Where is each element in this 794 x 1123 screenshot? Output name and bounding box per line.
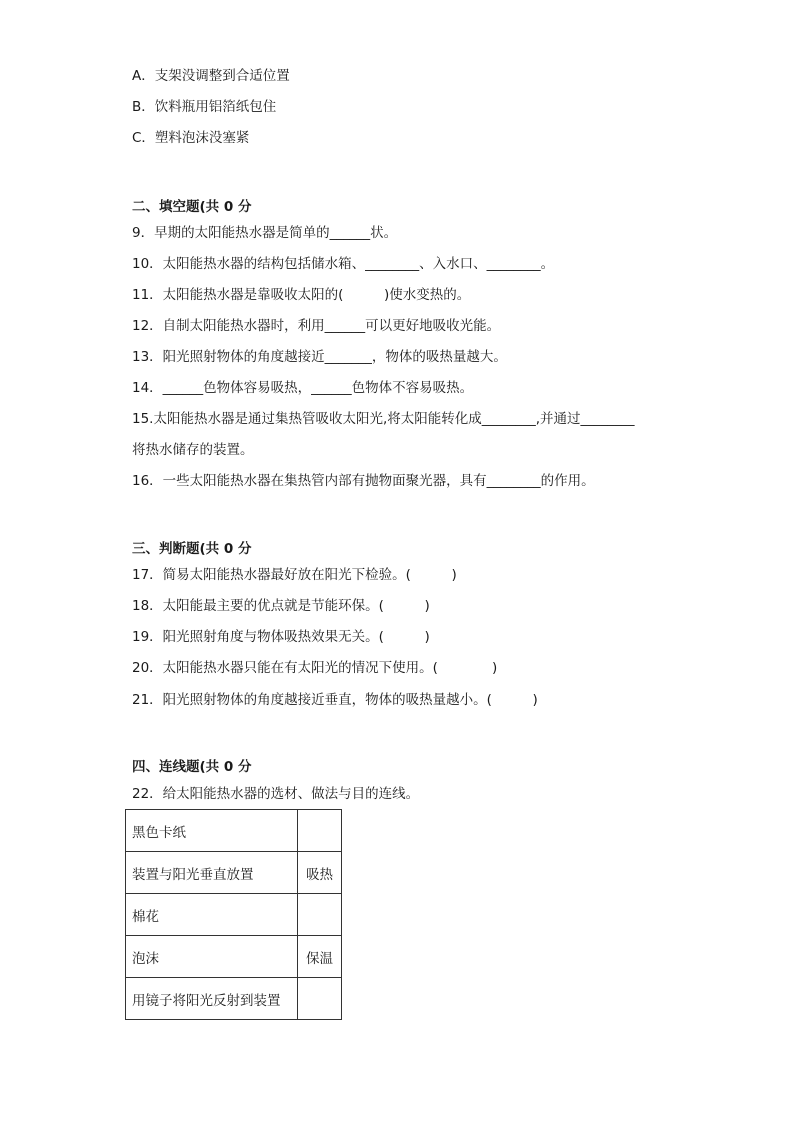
question-12: 12．自制太阳能热水器时，利用______可以更好地吸收光能。 (132, 318, 501, 334)
section-heading-judgment: 三、判断题(共 0 分 (132, 541, 252, 557)
question-14: 14．______色物体容易吸热，______色物体不容易吸热。 (132, 380, 474, 396)
question-18: 18．太阳能最主要的优点就是节能环保。( ) (132, 598, 430, 614)
table-row (126, 810, 342, 852)
matching-table (125, 809, 342, 1020)
question-19: 19．阳光照射角度与物体吸热效果无关。( ) (132, 629, 430, 645)
question-15-line-2: 将热水储存的装置。 (132, 442, 254, 458)
question-21: 21．阳光照射物体的角度越接近垂直，物体的吸热量越小。( ) (132, 692, 538, 708)
question-11: 11．太阳能热水器是靠吸收太阳的( )使水变热的。 (132, 287, 471, 303)
option-c: C．塑料泡沫没塞紧 (132, 130, 250, 146)
table-cell-item: 棉花 (126, 894, 298, 936)
table-cell-item: 泡沫 (126, 936, 298, 978)
table-row (126, 894, 342, 936)
option-a: A．支架没调整到合适位置 (132, 68, 290, 84)
table-cell-purpose: 吸热 (298, 852, 342, 894)
table-row (126, 978, 342, 1020)
section-heading-matching: 四、连线题(共 0 分 (132, 759, 252, 775)
question-13: 13．阳光照射物体的角度越接近_______，物体的吸热量越大。 (132, 349, 507, 365)
table-row (126, 852, 342, 894)
option-b: B．饮料瓶用铝箔纸包住 (132, 99, 277, 115)
table-cell-purpose (298, 894, 342, 936)
question-20: 20．太阳能热水器只能在有太阳光的情况下使用。( ) (132, 660, 498, 676)
question-17: 17．简易太阳能热水器最好放在阳光下检验。( ) (132, 567, 457, 583)
table-cell-purpose (298, 810, 342, 852)
table-cell-item: 黑色卡纸 (126, 810, 298, 852)
table-cell-purpose (298, 978, 342, 1020)
table-cell-item: 装置与阳光垂直放置 (126, 852, 298, 894)
table-cell-purpose: 保温 (298, 936, 342, 978)
table-row (126, 936, 342, 978)
question-9: 9．早期的太阳能热水器是简单的______状。 (132, 225, 398, 241)
question-16: 16．一些太阳能热水器在集热管内部有抛物面聚光器，具有________的作用。 (132, 473, 595, 489)
question-15-line-1: 15.太阳能热水器是通过集热管吸收太阳光,将太阳能转化成________,并通过________ (132, 411, 635, 427)
table-cell-item: 用镜子将阳光反射到装置 (126, 978, 298, 1020)
question-22: 22．给太阳能热水器的选材、做法与目的连线。 (132, 786, 420, 802)
question-10: 10．太阳能热水器的结构包括储水箱、________、入水口、________。 (132, 256, 555, 272)
section-heading-fill-in: 二、填空题(共 0 分 (132, 199, 252, 215)
